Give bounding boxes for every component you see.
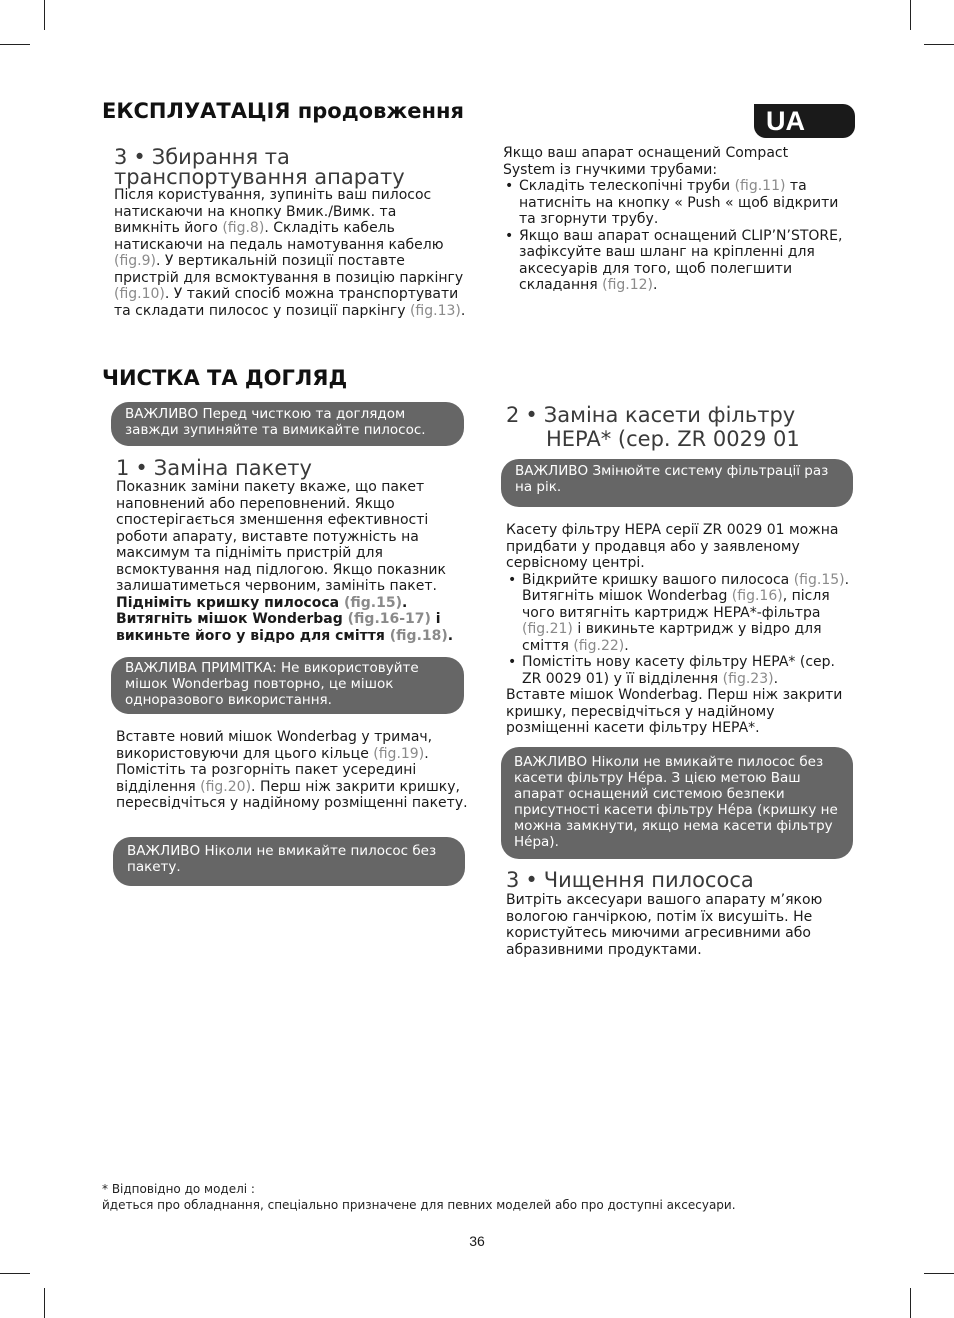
bold-instruction <box>116 611 468 644</box>
subsection-title-cleaning <box>506 870 856 890</box>
crop-mark <box>44 1288 45 1318</box>
bag-insert-text <box>116 729 468 812</box>
language-badge: UA <box>754 104 855 138</box>
text: Відкрийте кришку вашого пилососа <box>522 571 794 588</box>
bag-text <box>116 479 468 644</box>
crop-mark <box>924 1273 954 1274</box>
subsection-title-text: Чищення пилососа <box>543 868 754 892</box>
fig-ref: (fig.15) <box>343 594 402 611</box>
fig-ref: (fig.13) <box>409 302 461 319</box>
list-item <box>503 178 843 228</box>
title-rest: продовження <box>290 99 465 123</box>
text: . <box>624 637 629 654</box>
text: . <box>401 594 408 611</box>
text: Складіть телескопічні труби <box>519 178 735 194</box>
crop-mark <box>0 1273 30 1274</box>
subsection-title-text: Заміна пакету <box>153 456 312 480</box>
subsection-title-text: Збирання та транспортування апарату <box>114 145 405 189</box>
subsection-number: 3 <box>114 145 128 169</box>
footnote-line-2: йдеться про обладнання, спеціально призначене для певних моделей або про доступні аксесуари. <box>102 1198 736 1212</box>
text: . У вертикальній позиції поставте пристрій для всмоктування в позицію паркінгу <box>114 253 464 286</box>
hepa-list <box>506 572 856 688</box>
fig-ref: (fig.16) <box>731 588 783 604</box>
title-caps: ЕКСПЛУАТАЦІЯ <box>102 99 291 123</box>
text: Вставте мішок Wonderbag. Перш ніж закрити кришку, пересвідчіться у надійному розміщенні касети фільтру HEPA*. <box>506 687 843 736</box>
text: . <box>653 277 658 293</box>
text: . Складіть кабель натискаючи на педаль намотування кабелю <box>114 220 444 253</box>
text: , після чого витягніть картридж HEPA*-фільтра <box>522 588 830 621</box>
fig-ref: (fig.15) <box>793 571 845 588</box>
text: Якщо ваш апарат оснащений CLIP’N’STORE, зафіксуйте ваш шланг на кріпленні для аксесуарів для того, щоб полегшити складання <box>519 227 843 293</box>
text: . Помістіть та розгорніть пакет усередині відділення <box>116 745 429 795</box>
fig-ref: (fig.16-17) <box>347 611 431 627</box>
text: . Витягніть мішок Wonderbag <box>522 571 850 604</box>
important-note-box: ВАЖЛИВА ПРИМІТКА: Не використовуйте мішок Wonderbag повторно, це мішок одноразового використання. <box>111 657 464 714</box>
list-item <box>506 654 856 687</box>
text: Підніміть кришку пилососа <box>116 594 344 611</box>
crop-mark <box>0 44 30 45</box>
text: Витріть аксесуари вашого апарату м’якою вологою ганчіркою, потім їх висушіть. Не користуйтесь миючими агресивними або абразивними продуктами. <box>506 892 823 958</box>
section-title-operation <box>102 98 464 124</box>
text: . У такий спосіб можна транспортувати та складати пилосос у позиції паркінгу <box>114 286 459 319</box>
text: . <box>447 627 454 644</box>
cleaning-text <box>506 892 846 958</box>
subsection-title-storage <box>114 147 474 187</box>
text: Касету фільтру HEPA серії ZR 0029 01 можна придбати у продавця або у заявленому сервісному центрі. <box>506 522 839 571</box>
fig-ref: (fig.19) <box>373 745 425 762</box>
fig-ref: (fig.20) <box>200 778 252 795</box>
text: Показник заміни пакету вкаже, що пакет наповнений або переповнений. Якщо спостерігається зменшення ефективності роботи апарату, виставте потужність на максимум та підніміть пристрій для всмоктування над підлогою. Якщо показник залишатиметься червоним, замініть пакет. <box>116 479 446 594</box>
page-number: 36 <box>469 1233 485 1249</box>
list-item <box>506 572 856 655</box>
subsection-title-hepa <box>506 403 866 451</box>
bullet: • <box>135 456 148 480</box>
section-title-care: ЧИСТКА ТА ДОГЛЯД <box>102 366 348 390</box>
text: і викиньте його у відро для сміття <box>116 611 441 644</box>
subsection-number: 1 <box>116 456 130 480</box>
bold-instruction <box>116 595 468 612</box>
subsection-title-text: Заміна касети фільтру HEPA* (сер. ZR 0029 01 <box>543 403 800 451</box>
important-box-hepa: ВАЖЛИВО Ніколи не вмикайте пилосос без касети фільтру Hépa. З цією метою Ваш апарат оснащений системою безпеки присутності касети фільтру Hépa (кришку не можна замкнути, якщо нема касети фільтру Hépa). <box>501 747 853 859</box>
fig-ref: (fig.21) <box>522 621 573 637</box>
fig-ref: (fig.12) <box>602 277 654 293</box>
fig-ref: (fig.10) <box>114 286 165 302</box>
text: Помістіть нову касету фільтру HEPA* (сер. ZR 0029 01) у її відділення <box>522 654 835 687</box>
fig-ref: (fig.11) <box>734 178 786 194</box>
fig-ref: (fig.22) <box>573 637 625 654</box>
bullet: • <box>525 403 538 427</box>
compact-list <box>503 178 843 294</box>
list-item <box>503 228 843 294</box>
crop-mark <box>44 0 45 30</box>
important-box-care: ВАЖЛИВО Перед чисткою та доглядом завжди зупиняйте та вимикайте пилосос. <box>111 402 464 446</box>
important-box-bag: ВАЖЛИВО Ніколи не вмикайте пилосос без пакету. <box>113 837 465 886</box>
important-box-filter: ВАЖЛИВО Змінюйте систему фільтрації раз на рік. <box>501 459 853 507</box>
compact-intro: Якщо ваш апарат оснащений Compact System із гнучкими трубами: <box>503 145 789 178</box>
hepa-text <box>506 522 856 737</box>
bullet: • <box>525 868 538 892</box>
text: . Перш ніж закрити кришку, пересвідчіться у надійному розміщенні пакету. <box>116 778 468 811</box>
fig-ref: (fig.23) <box>722 670 774 687</box>
storage-text <box>114 187 466 319</box>
subsection-number: 3 <box>506 868 520 892</box>
text: . <box>460 302 466 319</box>
crop-mark <box>910 1288 911 1318</box>
text: Вставте новий мішок Wonderbag у тримач, використовуючи для цього кільце <box>116 729 433 762</box>
fig-ref: (fig.18) <box>389 627 448 644</box>
text: Витягніть мішок Wonderbag <box>116 611 348 627</box>
fig-ref: (fig.9) <box>114 253 156 269</box>
fig-ref: (fig.8) <box>222 220 265 236</box>
text: і викиньте картридж у відро для сміття <box>522 621 822 654</box>
text: . <box>773 670 779 687</box>
subsection-number: 2 <box>506 403 520 427</box>
bullet: • <box>133 145 146 169</box>
text: Після користування, зупиніть ваш пилосос натискаючи на кнопку Вмик./Вимк. та вимкніть його <box>114 187 432 236</box>
text: та натисніть на кнопку « Push « щоб відкрити та згорнути трубу. <box>519 178 839 227</box>
crop-mark <box>924 44 954 45</box>
compact-system-text <box>503 145 843 294</box>
footnote-line-1: * Відповідно до моделі : <box>102 1182 255 1196</box>
crop-mark <box>910 0 911 30</box>
subsection-title-bag <box>116 458 466 478</box>
